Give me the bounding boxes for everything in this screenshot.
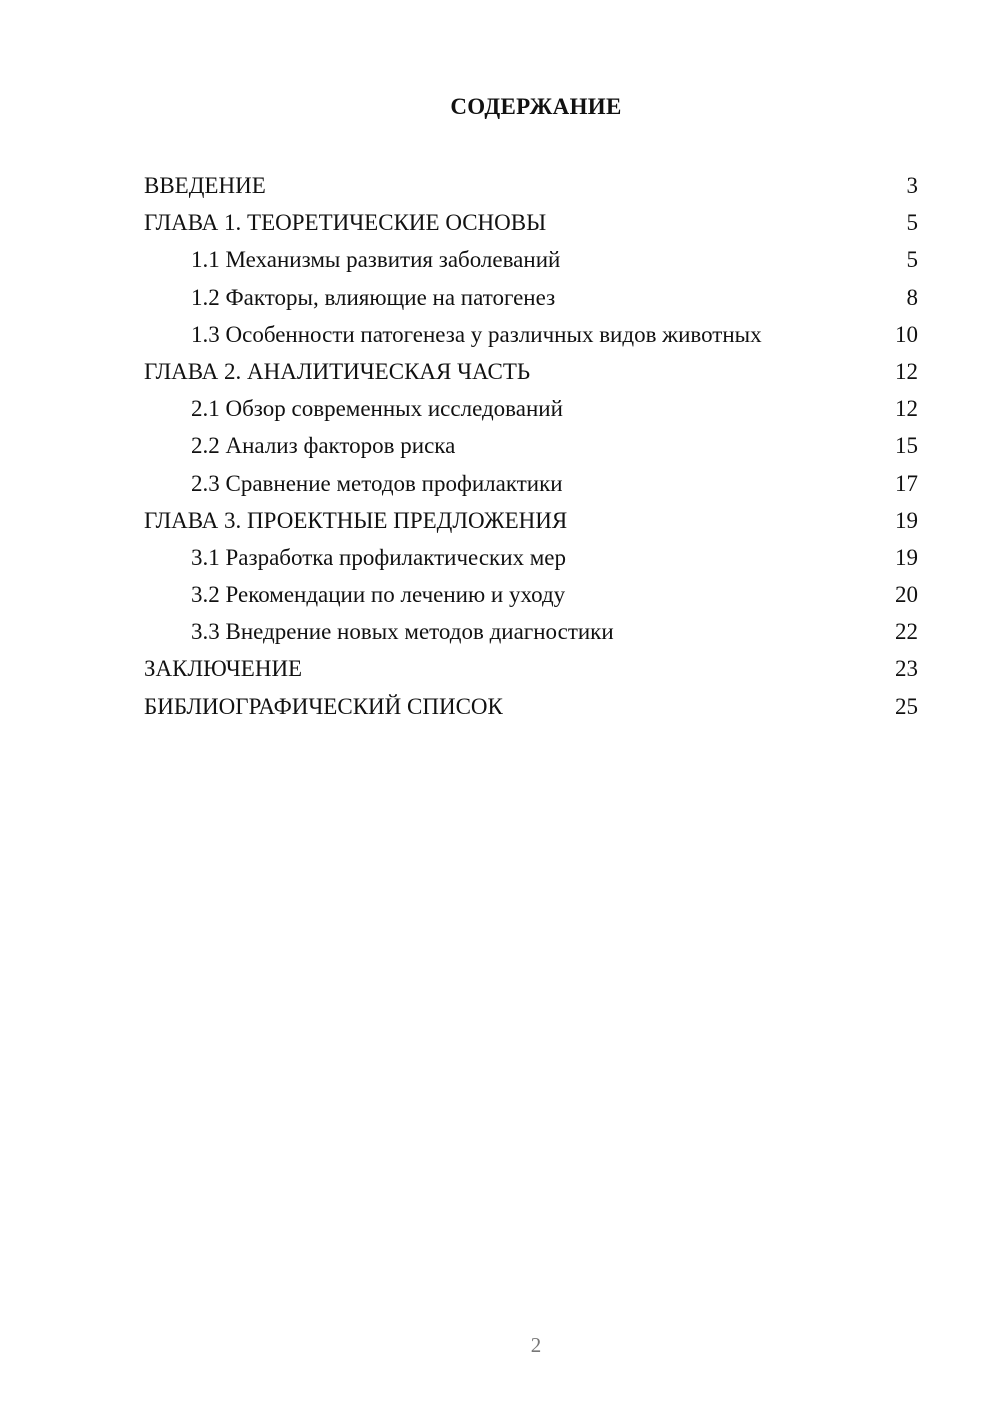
toc-entry-text: 1.2 Факторы, влияющие на патогенез bbox=[191, 284, 556, 310]
toc-entry-section-2-1[interactable] bbox=[144, 390, 918, 427]
toc-entry-page: 10 bbox=[895, 321, 918, 347]
toc-entry-text: БИБЛИОГРАФИЧЕСКИЙ СПИСОК bbox=[144, 693, 503, 719]
toc-entry-text: ГЛАВА 3. ПРОЕКТНЫЕ ПРЕДЛОЖЕНИЯ bbox=[144, 507, 568, 533]
toc-entry-conclusion[interactable] bbox=[144, 650, 918, 687]
toc-entry-section-3-2[interactable] bbox=[144, 576, 918, 613]
toc-entry-section-3-3[interactable] bbox=[144, 613, 918, 650]
toc-entry-chapter-2[interactable] bbox=[144, 353, 918, 390]
toc-entry-text: 3.1 Разработка профилактических мер bbox=[191, 544, 567, 570]
toc-entry-text: ЗАКЛЮЧЕНИЕ bbox=[144, 656, 303, 682]
toc-entry-page: 19 bbox=[895, 507, 918, 533]
toc-entry-text: 2.1 Обзор современных исследований bbox=[191, 396, 563, 422]
toc-entry-chapter-3[interactable] bbox=[144, 502, 918, 539]
toc-entry-section-2-3[interactable] bbox=[144, 465, 918, 502]
toc-entry-page: 23 bbox=[895, 656, 918, 682]
toc-entry-text: ГЛАВА 2. АНАЛИТИЧЕСКАЯ ЧАСТЬ bbox=[144, 358, 531, 384]
toc-entry-page: 20 bbox=[895, 582, 918, 608]
toc-entry-section-1-3[interactable] bbox=[144, 316, 918, 353]
toc-entry-bibliography[interactable] bbox=[144, 688, 918, 725]
toc-entry-text: 1.1 Механизмы развития заболеваний bbox=[191, 247, 561, 273]
toc-entry-page: 25 bbox=[895, 693, 918, 719]
toc-entry-page: 22 bbox=[895, 619, 918, 645]
toc-entry-section-3-1[interactable] bbox=[144, 539, 918, 576]
toc-entry-text: 1.3 Особенности патогенеза у различных видов животных bbox=[191, 321, 762, 347]
table-of-contents bbox=[144, 167, 918, 725]
toc-entry-page: 5 bbox=[906, 210, 918, 236]
toc-entry-introduction[interactable] bbox=[144, 167, 918, 204]
toc-entry-chapter-1[interactable] bbox=[144, 204, 918, 241]
toc-entry-text: 2.3 Сравнение методов профилактики bbox=[191, 470, 563, 496]
toc-entry-text: ВВЕДЕНИЕ bbox=[144, 173, 266, 198]
toc-entry-page: 8 bbox=[906, 284, 918, 310]
toc-entry-section-2-2[interactable] bbox=[144, 427, 918, 464]
page-number: 2 bbox=[530, 1333, 542, 1357]
toc-entry-page: 5 bbox=[906, 247, 918, 273]
toc-entry-page: 12 bbox=[895, 358, 918, 384]
toc-entry-page: 19 bbox=[895, 544, 918, 570]
toc-entry-text: 3.3 Внедрение новых методов диагностики bbox=[191, 619, 614, 645]
toc-entry-text: 2.2 Анализ факторов риска bbox=[191, 433, 456, 459]
toc-entry-page: 3 bbox=[906, 173, 918, 198]
toc-entry-page: 15 bbox=[895, 433, 918, 459]
toc-entry-text: 3.2 Рекомендации по лечению и уходу bbox=[191, 582, 566, 608]
toc-entry-section-1-2[interactable] bbox=[144, 279, 918, 316]
toc-entry-section-1-1[interactable] bbox=[144, 241, 918, 278]
toc-entry-text: ГЛАВА 1. ТЕОРЕТИЧЕСКИЕ ОСНОВЫ bbox=[144, 210, 547, 236]
toc-title: СОДЕРЖАНИЕ bbox=[450, 94, 622, 119]
toc-entry-page: 12 bbox=[895, 396, 918, 422]
toc-entry-page: 17 bbox=[895, 470, 918, 496]
